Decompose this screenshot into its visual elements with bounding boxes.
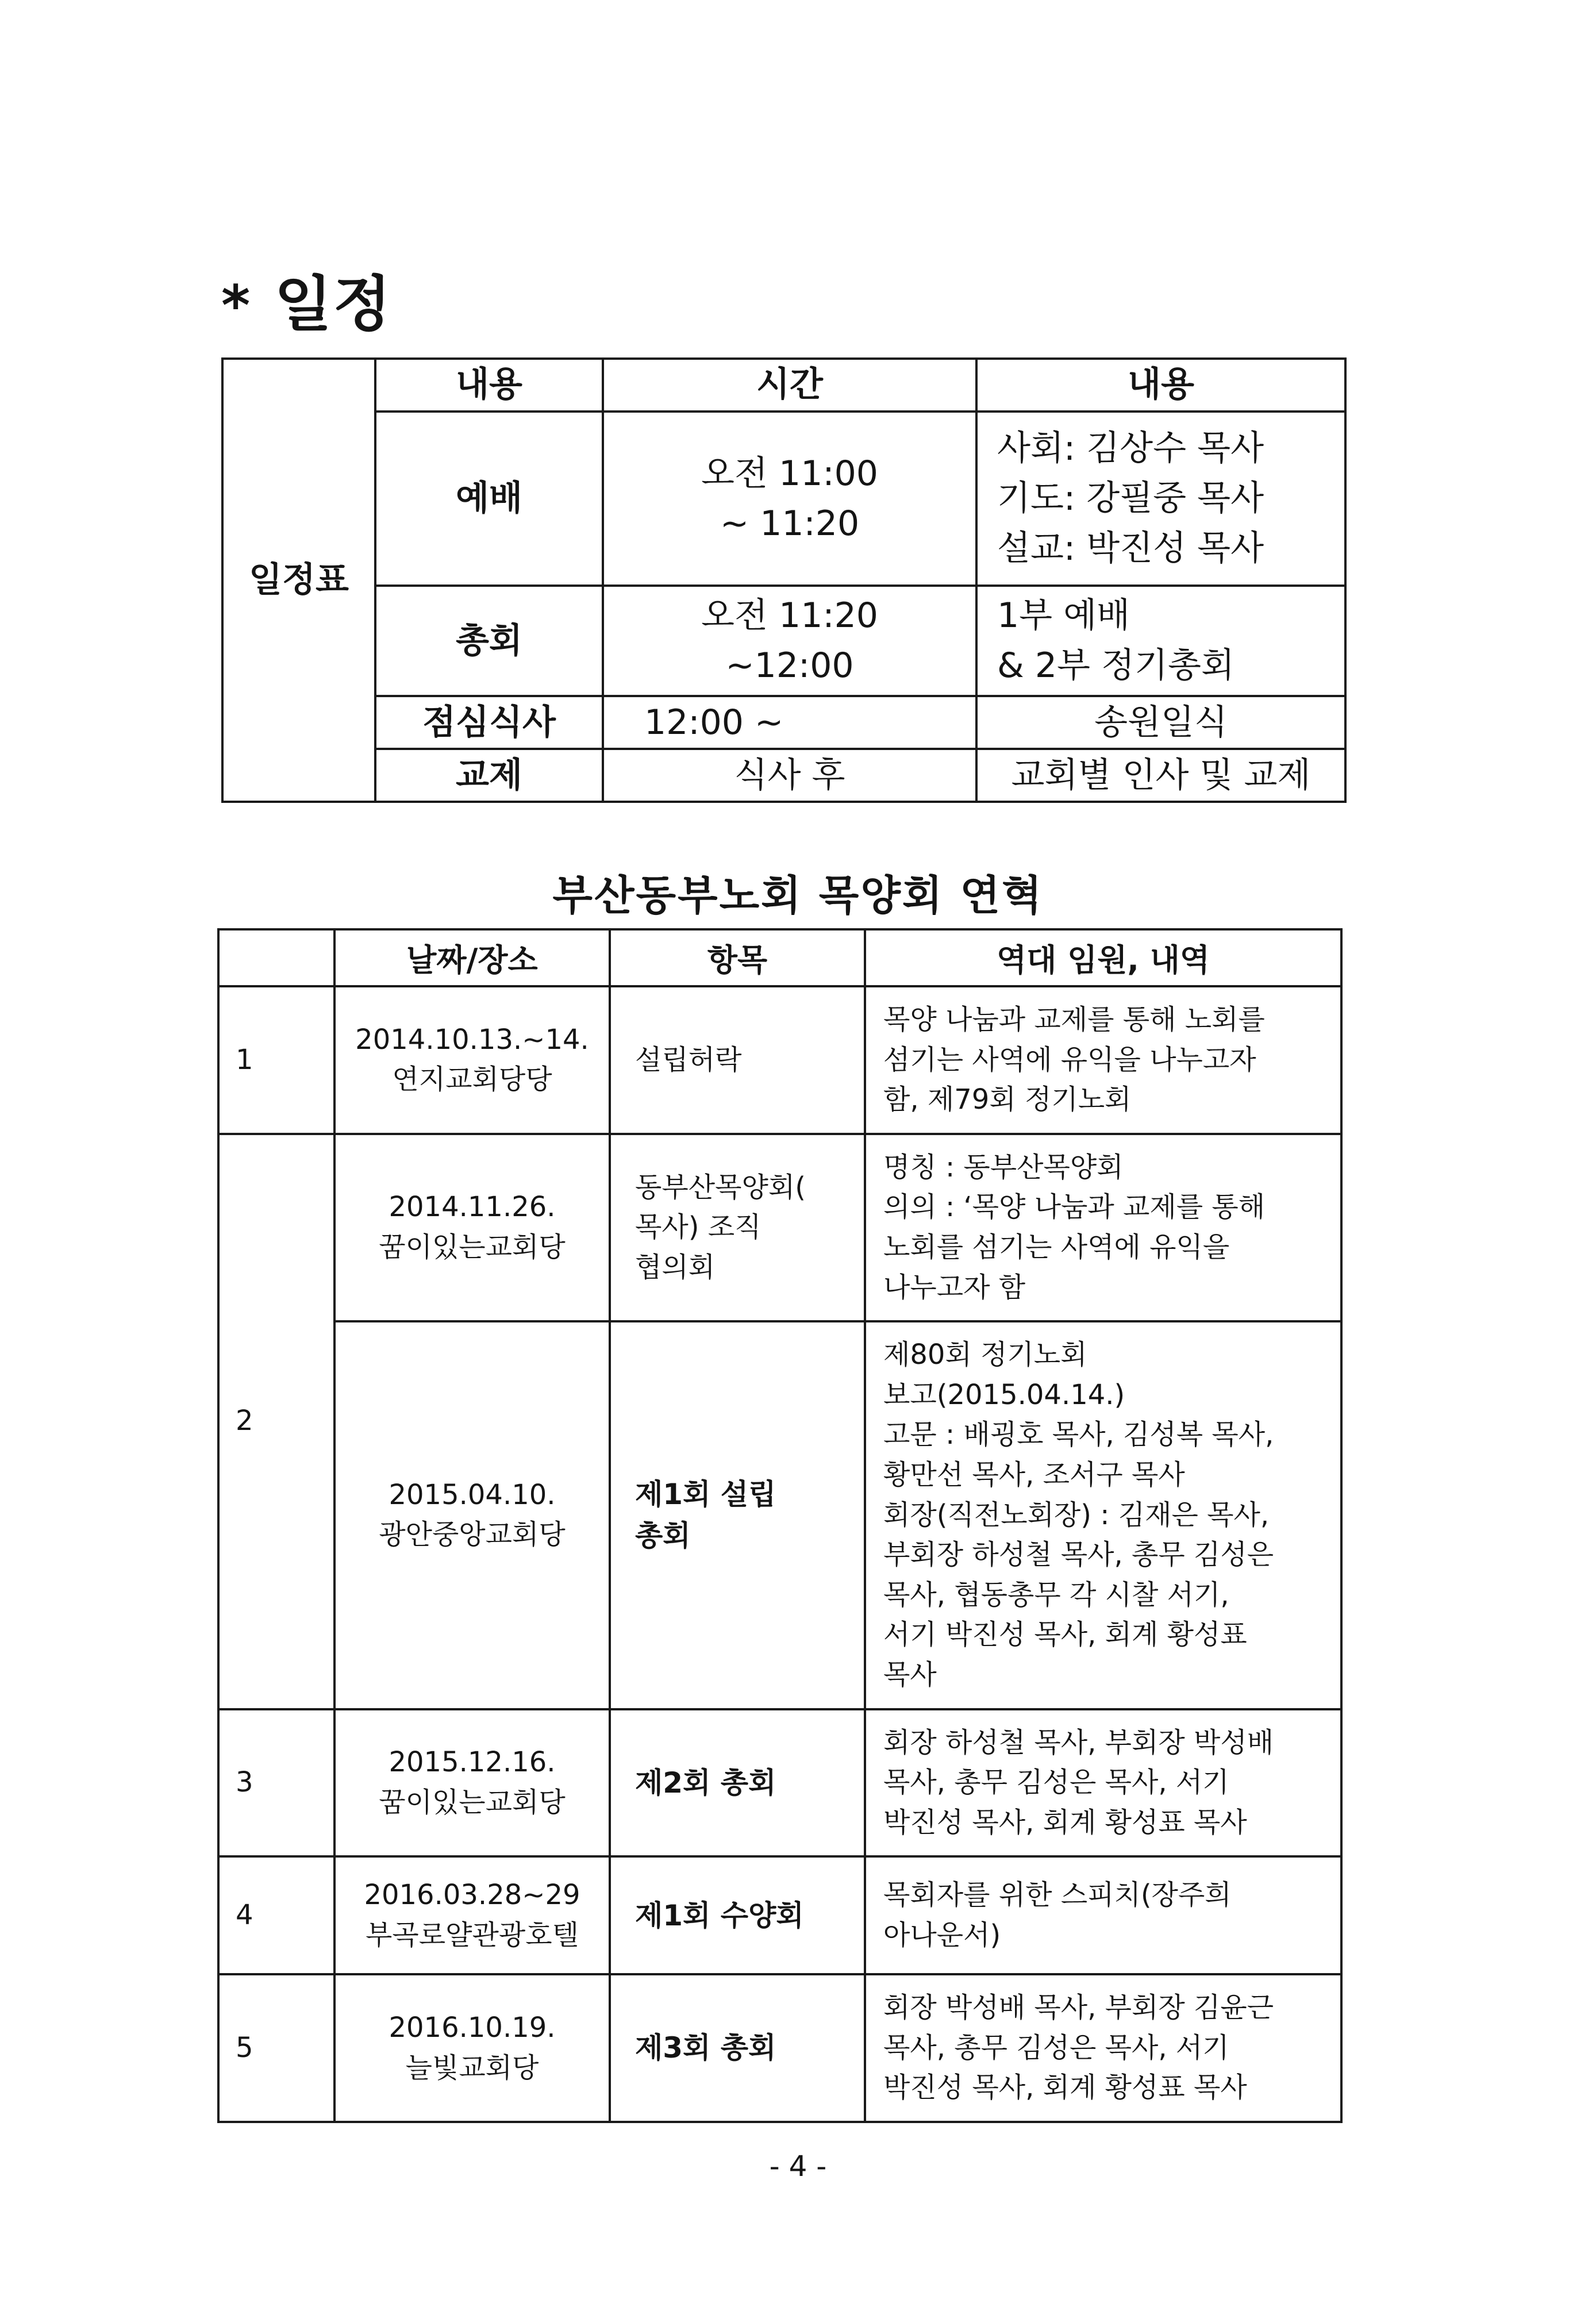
row-number: 2 (218, 1134, 334, 1709)
schedule-row (222, 696, 1345, 749)
row-detail-line: 회장 박성배 목사, 부회장 김윤근 (883, 1991, 1274, 2024)
row-date: 2016.03.28~29 (364, 1879, 580, 1912)
history-header-date: 날짜/장소 (334, 929, 610, 986)
row-detail-line: 목사, 총무 김성은 목사, 서기 (883, 1766, 1229, 1799)
row-item: 제2회 총회 (635, 1766, 776, 1800)
row-item: 동부산목양회( (635, 1171, 806, 1204)
schedule-row-name: 교제 (375, 749, 603, 802)
row-item: 총회 (635, 1519, 691, 1553)
row-detail-line: 목양 나눔과 교제를 통해 노회를 (883, 1003, 1265, 1036)
schedule-row-content: 기도: 강필중 목사 (997, 478, 1264, 519)
row-detail-line: 목사, 협동총무 각 시찰 서기, (883, 1578, 1229, 1611)
row-detail-line: 회장(직전노회장) : 김재은 목사, (883, 1498, 1270, 1531)
row-date: 2015.04.10. (389, 1478, 556, 1511)
schedule-label: 일정표 (222, 359, 375, 802)
page-number: - 4 - (769, 2150, 827, 2183)
table-row (218, 1856, 1341, 1974)
row-detail-line: 노회를 섬기는 사역에 유익을 (883, 1231, 1230, 1263)
schedule-row (222, 412, 1345, 586)
row-detail-line: 박진성 목사, 회계 황성표 목사 (883, 2071, 1247, 2104)
schedule-row-content: 송원일식 (1094, 702, 1228, 743)
schedule-header-content: 내용 (976, 359, 1345, 412)
schedule-table (221, 357, 1347, 803)
row-detail-line: 보고(2015.04.14.) (883, 1378, 1125, 1411)
row-detail-line: 나누고자 함 (883, 1271, 1026, 1304)
table-row (218, 1709, 1341, 1857)
row-detail-line: 제80회 정기노회 (883, 1339, 1087, 1371)
row-item: 제1회 수양회 (635, 1898, 804, 1932)
row-place: 연지교회당당 (392, 1063, 552, 1096)
row-number: 5 (218, 1974, 334, 2122)
row-item: 협의회 (635, 1251, 716, 1283)
schedule-row (222, 586, 1345, 696)
schedule-row-time: ~12:00 (725, 645, 854, 686)
row-detail-line: 목사, 총무 김성은 목사, 서기 (883, 2031, 1229, 2064)
row-detail-line: 회장 하성철 목사, 부회장 박성배 (883, 1726, 1274, 1759)
schedule-header-name: 내용 (375, 359, 603, 412)
row-detail-line: 고문 : 배굉호 목사, 김성복 목사, (883, 1418, 1274, 1451)
history-header-num (218, 929, 334, 986)
row-date: 2014.10.13.~14. (355, 1023, 589, 1056)
row-place: 꿈이있는교회당 (379, 1231, 566, 1263)
row-date: 2016.10.19. (389, 2012, 556, 2044)
schedule-row-content: 사회: 김상수 목사 (997, 428, 1264, 469)
row-detail-line: 박진성 목사, 회계 황성표 목사 (883, 1806, 1247, 1839)
row-number: 4 (218, 1856, 334, 1974)
row-number: 3 (218, 1709, 334, 1857)
row-detail-line: 서기 박진성 목사, 회계 황성표 (883, 1618, 1247, 1651)
row-item: 제3회 총회 (635, 2031, 776, 2065)
history-title: 부산동부노회 목양회 연혁 (552, 871, 1044, 920)
schedule-row-content: 교회별 인사 및 교제 (1011, 755, 1311, 795)
row-item: 설립허락 (635, 1043, 742, 1076)
schedule-row-name: 점심식사 (375, 696, 603, 749)
schedule-header-time: 시간 (603, 359, 976, 412)
row-detail-line: 의의 : ‘목양 나눔과 교제를 통해 (883, 1191, 1266, 1224)
row-detail-line: 황만선 목사, 조서구 목사 (883, 1458, 1185, 1491)
row-detail-line: 명칭 : 동부산목양회 (883, 1151, 1124, 1183)
schedule-row-time: 식사 후 (734, 755, 845, 795)
schedule-row-name: 총회 (375, 586, 603, 696)
page-title (221, 256, 392, 342)
row-item: 제1회 설립 (635, 1477, 776, 1511)
row-detail-line: 함, 제79회 정기노회 (883, 1083, 1132, 1116)
row-detail-line: 목사 (883, 1658, 937, 1691)
row-number: 1 (218, 986, 334, 1134)
row-place: 부곡로얄관광호텔 (366, 1918, 579, 1951)
history-header-item: 항목 (610, 929, 865, 986)
row-detail-line: 목회자를 위한 스피치(장주희 (883, 1879, 1232, 1912)
schedule-row-time: 오전 11:20 (701, 595, 878, 636)
row-detail-line: 섬기는 사역에 유익을 나누고자 (883, 1043, 1256, 1076)
row-place: 늘빛교회당 (405, 2051, 539, 2084)
history-header-detail: 역대 임원, 내역 (865, 929, 1341, 986)
schedule-row-content: & 2부 정기총회 (997, 645, 1235, 686)
schedule-row-name: 예배 (375, 412, 603, 586)
row-detail-line: 아나운서) (883, 1918, 1001, 1951)
row-item: 목사) 조직 (635, 1211, 762, 1244)
table-row (218, 986, 1341, 1134)
schedule-row-time: 12:00 ~ (644, 702, 784, 743)
row-detail-line: 부회장 하성철 목사, 총무 김성은 (883, 1539, 1274, 1571)
table-row (218, 1974, 1341, 2122)
schedule-row-time: ~ 11:20 (720, 503, 860, 544)
title-text: 일정 (274, 269, 393, 339)
row-date: 2014.11.26. (389, 1191, 556, 1224)
schedule-row (222, 749, 1345, 802)
table-row (218, 1321, 1341, 1709)
history-table (217, 928, 1343, 2123)
schedule-row-content: 설교: 박진성 목사 (997, 528, 1264, 569)
row-place: 꿈이있는교회당 (379, 1786, 566, 1818)
row-date: 2015.12.16. (389, 1746, 556, 1779)
schedule-row-time: 오전 11:00 (701, 453, 878, 494)
title-marker: * (221, 274, 252, 338)
table-row (218, 1134, 1341, 1321)
row-place: 광안중앙교회당 (379, 1518, 566, 1551)
schedule-row-content: 1부 예배 (997, 595, 1130, 636)
